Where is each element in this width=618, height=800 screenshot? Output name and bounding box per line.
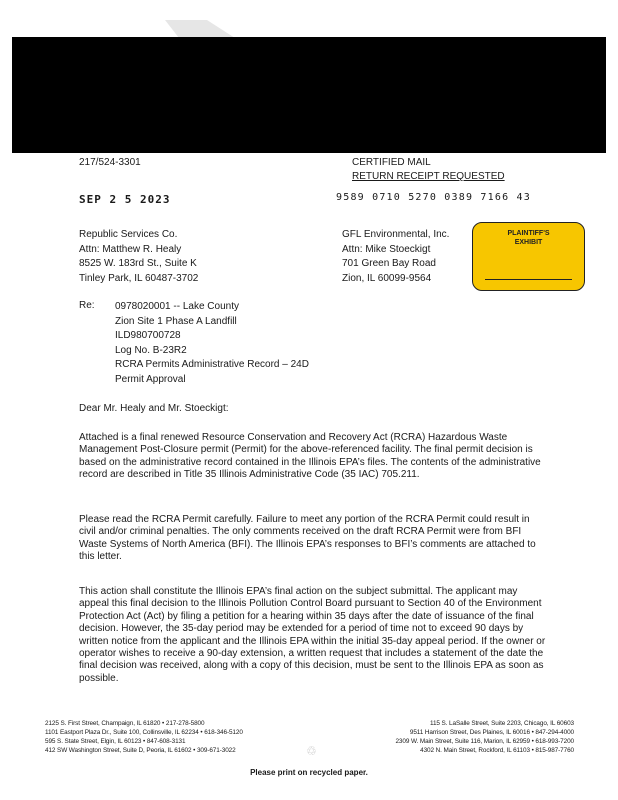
recycle-icon: ♲ <box>306 744 317 758</box>
re-line: 0978020001 -- Lake County <box>115 301 239 312</box>
re-block <box>115 300 309 387</box>
re-line: RCRA Permits Administrative Record – 24D <box>115 359 309 370</box>
date-stamp: SEP 2 5 2023 <box>79 193 171 206</box>
office-address: 2125 S. First Street, Champaign, IL 61820 • 217-278-5800 <box>45 720 205 727</box>
address-line: Tinley Park, IL 60487-3702 <box>79 272 199 284</box>
return-receipt: RETURN RECEIPT REQUESTED <box>352 171 505 182</box>
re-line: ILD980700728 <box>115 330 181 341</box>
footer-offices-right <box>395 719 574 755</box>
redaction-tab <box>165 20 235 38</box>
office-address: 595 S. State Street, Elgin, IL 60123 • 847-608-3131 <box>45 738 186 745</box>
address-line: Republic Services Co. <box>79 229 178 240</box>
recipient-gfl <box>342 228 449 286</box>
office-address: 9511 Harrison Street, Des Plaines, IL 60016 • 847-294-4000 <box>409 729 574 736</box>
address-line: 8525 W. 183rd St., Suite K <box>79 258 197 269</box>
address-line: Attn: Matthew R. Healy <box>79 243 182 255</box>
re-label: Re: <box>79 300 95 311</box>
footer-offices-left <box>45 719 243 755</box>
phone-number: 217/524-3301 <box>79 157 141 168</box>
address-line: Zion, IL 60099-9564 <box>342 272 432 284</box>
exhibit-label <box>473 229 584 247</box>
address-line: GFL Environmental, Inc. <box>342 229 450 240</box>
office-address: 2309 W. Main Street, Suite 116, Marion, IL 62959 • 618-993-7200 <box>395 738 574 745</box>
office-address: 115 S. LaSalle Street, Suite 2203, Chicago, IL 60603 <box>429 720 574 727</box>
address-line: 701 Green Bay Road <box>342 258 436 269</box>
re-line: Permit Approval <box>115 373 186 385</box>
certified-mail: CERTIFIED MAIL <box>352 157 431 168</box>
salutation: Dear Mr. Healy and Mr. Stoeckigt: <box>79 403 229 414</box>
plaintiffs-exhibit-sticker <box>472 222 585 291</box>
re-line: Log No. B-23R2 <box>115 344 187 356</box>
paragraph-1: Attached is a final renewed Resource Conservation and Recovery Act (RCRA) Hazardous Waste Management Post-Closure permit (Permit) for the above-referenced facility. The final permit decision is based on the administrative record contained in the Illinois EPA’s files. The contents of the administrative record are described in Title 35 Illinois Administrative Code (35 IAC) 705.211. <box>79 432 541 481</box>
redacted-letterhead <box>12 37 606 153</box>
address-line: Attn: Mike Stoeckigt <box>342 243 431 255</box>
tracking-number: 9589 0710 5270 0389 7166 43 <box>336 192 531 203</box>
exhibit-label-line2: EXHIBIT <box>514 239 543 246</box>
exhibit-number-line <box>485 279 572 280</box>
paragraph-2: Please read the RCRA Permit carefully. Failure to meet any portion of the RCRA Permit could result in civil and/or criminal penalties. The only comments received on the draft RCRA Permit were from BFI Waste Systems of North America (BFI). The Illinois EPA’s responses to BFI’s comments are attached to this letter. <box>79 514 536 563</box>
recipient-republic <box>79 228 198 286</box>
office-address: 1101 Eastport Plaza Dr., Suite 100, Collinsville, IL 62234 • 618-346-5120 <box>45 729 243 736</box>
paragraph-3: This action shall constitute the Illinois EPA’s final action on the subject submittal. The applicant may appeal this final decision to the Illinois Pollution Control Board pursuant to Section 40 of the Environment Protection Act (Act) by filing a petition for a hearing within 35 days after the date of issuance of the final decision. However, the 35-day period may be extended for a period of time not to exceed 90 days by written notice from the applicant and the Illinois EPA within the initial 35-day appeal period. If the owner or operator wishes to receive a 90-day extension, a written request that includes a statement of the date the final decision was received, along with a copy of this decision, must be sent to the Illinois EPA as soon as possible. <box>79 586 546 684</box>
office-address: 4302 N. Main Street, Rockford, IL 61103 • 815-987-7760 <box>420 747 574 754</box>
re-line: Zion Site 1 Phase A Landfill <box>115 315 237 327</box>
print-note: Please print on recycled paper. <box>250 768 368 777</box>
office-address: 412 SW Washington Street, Suite D, Peoria, IL 61602 • 309-671-3022 <box>45 747 236 754</box>
exhibit-label-line1: PLAINTIFF'S <box>507 230 550 237</box>
